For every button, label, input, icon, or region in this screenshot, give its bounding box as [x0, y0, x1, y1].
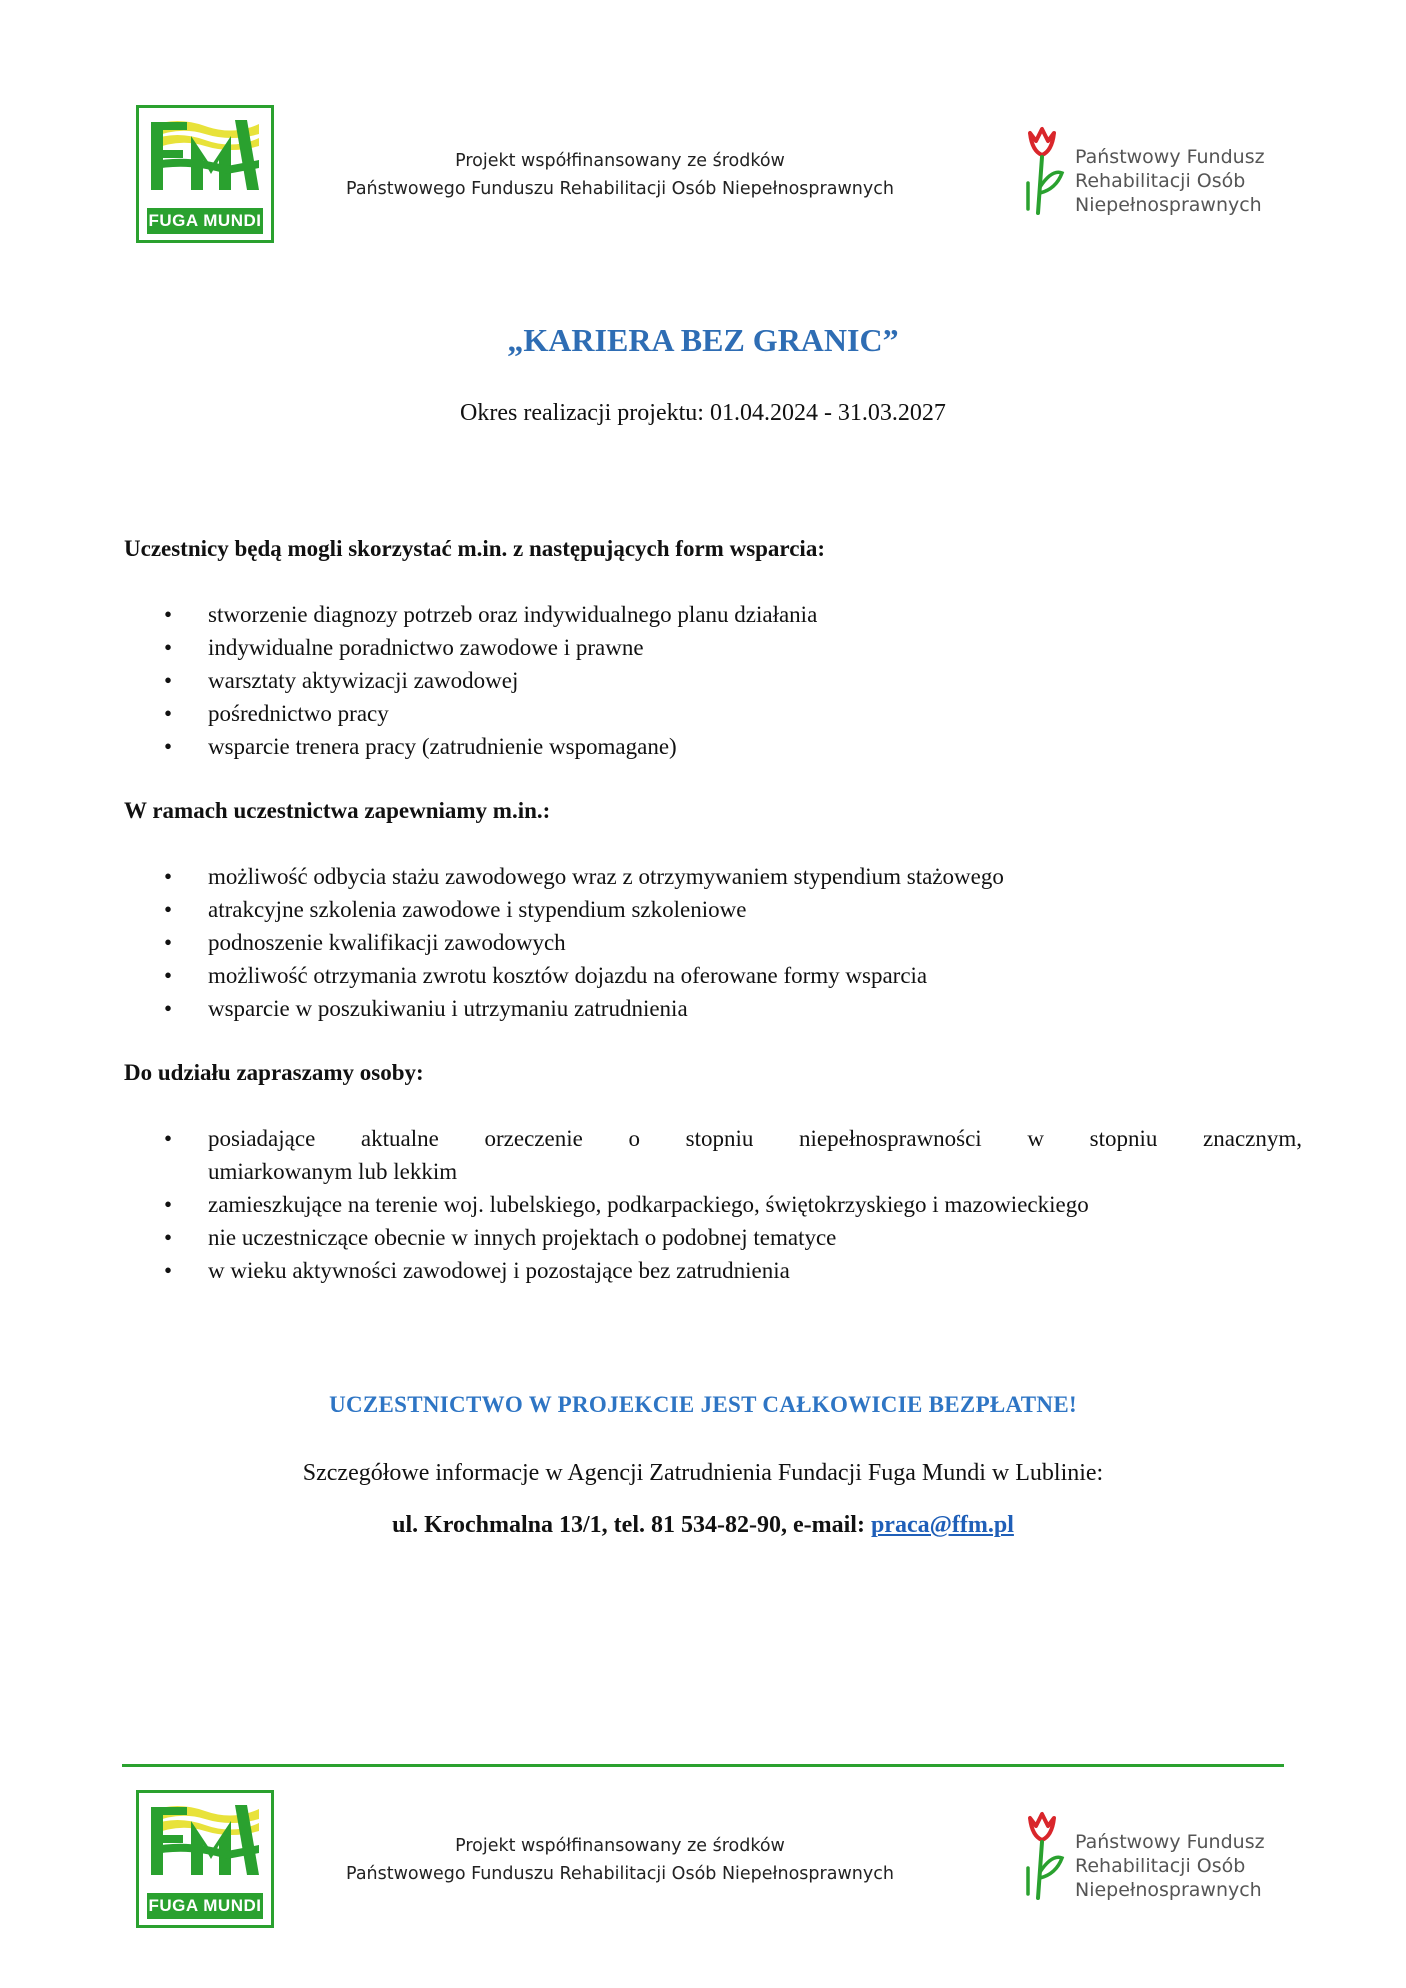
pfron-line-1: Państwowy Fundusz: [1075, 1831, 1265, 1853]
email-link[interactable]: praca@ffm.pl: [870, 1512, 1014, 1538]
project-title: „KARIERA BEZ GRANIC”: [507, 322, 899, 358]
cofinance-note: [290, 1832, 950, 1888]
footer-divider: [122, 1764, 1284, 1767]
list-item: • atrakcyjne szkolenia zawodowe i stypendium szkoleniowe: [124, 893, 1302, 926]
cofinance-line-1: Projekt współfinansowany ze środków: [455, 151, 785, 171]
support-forms-heading: Uczestnicy będą mogli skorzystać m.in. z następujących form wsparcia:: [124, 536, 825, 561]
page-footer: [0, 1790, 1406, 1930]
list-item-line: • posiadające aktualne orzeczenie o stopniu niepełnosprawności w stopniu znacznym,: [208, 1126, 1302, 1151]
list-item: • wsparcie w poszukiwaniu i utrzymaniu zatrudnienia: [124, 992, 1302, 1025]
list-item: • podnoszenie kwalifikacji zawodowych: [124, 926, 1302, 959]
list-item: • możliwość otrzymania zwrotu kosztów dojazdu na oferowane formy wsparcia: [124, 959, 1302, 992]
list-item: • w wieku aktywności zawodowej i pozostające bez zatrudnienia: [124, 1254, 1302, 1287]
list-item: • stworzenie diagnozy potrzeb oraz indywidualnego planu działania: [124, 598, 1302, 631]
list-item: • zamieszkujące na terenie woj. lubelskiego, podkarpackiego, świętokrzyskiego i mazowieckiego: [124, 1188, 1302, 1221]
details-info: Szczegółowe informacje w Agencji Zatrudnienia Fundacji Fuga Mundi w Lublinie:: [302, 1460, 1104, 1486]
fuga-mundi-logo: [136, 105, 274, 243]
list-item: • nie uczestniczące obecnie w innych projektach o podobnej tematyce: [124, 1221, 1302, 1254]
cofinance-line-1: Projekt współfinansowany ze środków: [455, 1836, 785, 1856]
pfron-line-3: Niepełnosprawnych: [1075, 194, 1262, 216]
support-forms-list: [124, 598, 1302, 763]
fuga-mundi-logo-text: FUGA MUNDI: [147, 208, 263, 234]
eligibility-list: [124, 1122, 1302, 1287]
pfron-line-2: Rehabilitacji Osób: [1075, 170, 1246, 192]
page-header: [0, 105, 1406, 245]
eligibility-heading: Do udziału zapraszamy osoby:: [124, 1060, 424, 1085]
fuga-mundi-logo-text: FUGA MUNDI: [147, 1893, 263, 1919]
fuga-mundi-logo: [136, 1790, 274, 1928]
pfron-line-3: Niepełnosprawnych: [1075, 1879, 1262, 1901]
contact-line: [0, 1512, 1406, 1539]
cofinance-line-2: Państwowego Funduszu Rehabilitacji Osób Niepełnosprawnych: [346, 1864, 894, 1884]
pfron-name: [1075, 145, 1265, 217]
list-item: • warsztaty aktywizacji zawodowej: [124, 664, 1302, 697]
free-participation-notice: UCZESTNICTWO W PROJEKCIE JEST CAŁKOWICIE BEZPŁATNE!: [329, 1392, 1077, 1417]
list-item: • indywidualne poradnictwo zawodowe i prawne: [124, 631, 1302, 664]
list-item: [124, 1122, 1302, 1188]
benefits-heading: W ramach uczestnictwa zapewniamy m.in.:: [124, 798, 551, 823]
fuga-mundi-emblem-icon: [147, 116, 263, 194]
cofinance-note: [290, 147, 950, 203]
pfron-name: [1075, 1830, 1265, 1902]
contact-address-phone: ul. Krochmalna 13/1, tel. 81 534-82-90, e-mail:: [392, 1512, 871, 1538]
list-item: • wsparcie trenera pracy (zatrudnienie wspomagane): [124, 730, 1302, 763]
pfron-line-2: Rehabilitacji Osób: [1075, 1855, 1246, 1877]
project-period: Okres realizacji projektu: 01.04.2024 - 31.03.2027: [460, 400, 946, 426]
list-item: • możliwość odbycia stażu zawodowego wraz z otrzymywaniem stypendium stażowego: [124, 860, 1302, 893]
list-item: • pośrednictwo pracy: [124, 697, 1302, 730]
pfron-line-1: Państwowy Fundusz: [1075, 146, 1265, 168]
cofinance-line-2: Państwowego Funduszu Rehabilitacji Osób Niepełnosprawnych: [346, 179, 894, 199]
benefits-list: [124, 860, 1302, 1025]
fuga-mundi-emblem-icon: [147, 1801, 263, 1879]
list-item-line: umiarkowanym lub lekkim: [208, 1159, 458, 1184]
